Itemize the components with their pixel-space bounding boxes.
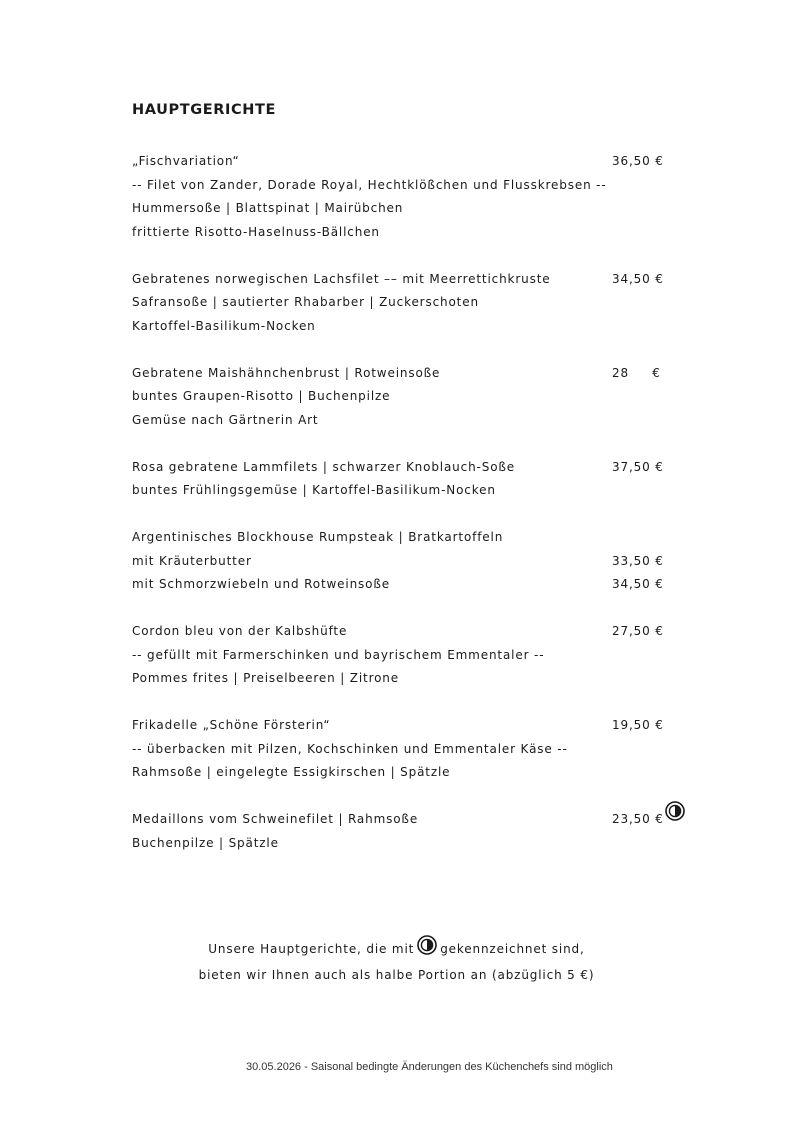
dish-price: 33,50 € — [612, 553, 664, 568]
dish-line-text: Gemüse nach Gärtnerin Art — [132, 412, 319, 427]
dish-detail — [132, 761, 692, 785]
dish-name — [132, 150, 692, 174]
dish-price: 27,50 € — [612, 624, 664, 638]
dish-detail — [132, 385, 692, 409]
dish-line-text: Hummersoße | Blattspinat | Mairübchen — [132, 201, 404, 215]
dish-detail — [132, 573, 692, 597]
dish-detail — [132, 550, 692, 574]
dish-line-text: Medaillons vom Schweinefilet | Rahmsoße — [132, 812, 419, 826]
footer-date-notice: 30.05.2026 - Saisonal bedingte Änderungen des Küchenchefs sind möglich — [246, 1061, 613, 1073]
dish-detail — [132, 315, 692, 339]
dish-detail — [132, 221, 692, 245]
dish-line-text: Rahmsoße | eingelegte Essigkirschen | Spätzle — [132, 765, 451, 779]
dish-line-text: buntes Graupen-Risotto | Buchenpilze — [132, 389, 391, 403]
dish-line-text: buntes Frühlingsgemüse | Kartoffel-Basilikum-Nocken — [132, 483, 496, 497]
dish-item — [132, 456, 692, 503]
dish-line-text: „Fischvariation“ — [132, 154, 240, 168]
dish-line-text: -- gefüllt mit Farmerschinken und bayrischem Emmentaler -- — [132, 647, 545, 662]
dish-line-text: Gebratene Maishähnchenbrust | Rotweinsoße — [132, 365, 441, 380]
dish-line-text: Safransoße | sautierter Rhabarber | Zuckerschoten — [132, 295, 479, 309]
dish-name — [132, 714, 692, 738]
dish-line-text: Pommes frites | Preiselbeeren | Zitrone — [132, 671, 399, 685]
dish-line-text: mit Kräuterbutter — [132, 553, 252, 568]
note-text-after: gekennzeichnet sind, — [440, 942, 585, 956]
dish-line-text: Frikadelle „Schöne Försterin“ — [132, 718, 331, 732]
dish-price: 36,50 € — [612, 154, 664, 168]
dish-line-text: Argentinisches Blockhouse Rumpsteak | Bratkartoffeln — [132, 530, 504, 544]
dish-name — [132, 620, 692, 644]
dish-line-text: Cordon bleu von der Kalbshüfte — [132, 624, 348, 638]
dish-item — [132, 362, 692, 433]
dish-line-text: frittierte Risotto-Haselnuss-Bällchen — [132, 224, 380, 239]
dish-price: 34,50 € — [612, 271, 664, 286]
dish-item — [132, 268, 692, 339]
dish-detail — [132, 738, 692, 762]
dish-line-text: Rosa gebratene Lammfilets | schwarzer Knoblauch-Soße — [132, 459, 516, 474]
dish-line-text: -- Filet von Zander, Dorade Royal, Hechtklößchen und Flusskrebsen -- — [132, 177, 607, 192]
dish-name — [132, 268, 692, 292]
dish-item — [132, 620, 692, 691]
note-text-before: Unsere Hauptgerichte, die mit — [208, 942, 415, 956]
dish-line-text: Kartoffel-Basilikum-Nocken — [132, 318, 316, 333]
dish-detail — [132, 409, 692, 433]
dish-line-text: Gebratenes norwegischen Lachsfilet –– mit Meerrettichkruste — [132, 271, 551, 286]
dish-detail — [132, 174, 692, 198]
dish-price: 28 € — [612, 365, 661, 380]
half-circle-icon — [417, 935, 437, 964]
half-portion-note — [0, 935, 793, 987]
dish-price: 37,50 € — [612, 459, 664, 474]
dish-line-text: Buchenpilze | Spätzle — [132, 835, 279, 850]
dish-detail — [132, 479, 692, 503]
note-line-1 — [0, 935, 793, 964]
dish-item — [132, 714, 692, 785]
dish-price: 23,50 € — [612, 812, 664, 826]
dish-name — [132, 808, 692, 832]
dish-item — [132, 808, 692, 855]
dish-detail — [132, 832, 692, 856]
page-title: HAUPTGERICHTE — [132, 102, 276, 118]
half-circle-icon — [665, 801, 685, 830]
dish-detail — [132, 644, 692, 668]
dish-item — [132, 150, 692, 244]
dish-line-text: -- überbacken mit Pilzen, Kochschinken und Emmentaler Käse -- — [132, 741, 568, 756]
dish-name — [132, 456, 692, 480]
note-line-2: bieten wir Ihnen auch als halbe Portion an (abzüglich 5 €) — [198, 967, 595, 982]
dish-detail — [132, 667, 692, 691]
dish-name — [132, 362, 692, 386]
dish-price: 19,50 € — [612, 718, 664, 732]
dish-list — [132, 150, 692, 879]
dish-name — [132, 526, 692, 550]
dish-detail — [132, 291, 692, 315]
dish-item — [132, 526, 692, 597]
dish-price: 34,50 € — [612, 577, 664, 591]
dish-line-text: mit Schmorzwiebeln und Rotweinsoße — [132, 577, 390, 591]
dish-detail — [132, 197, 692, 221]
